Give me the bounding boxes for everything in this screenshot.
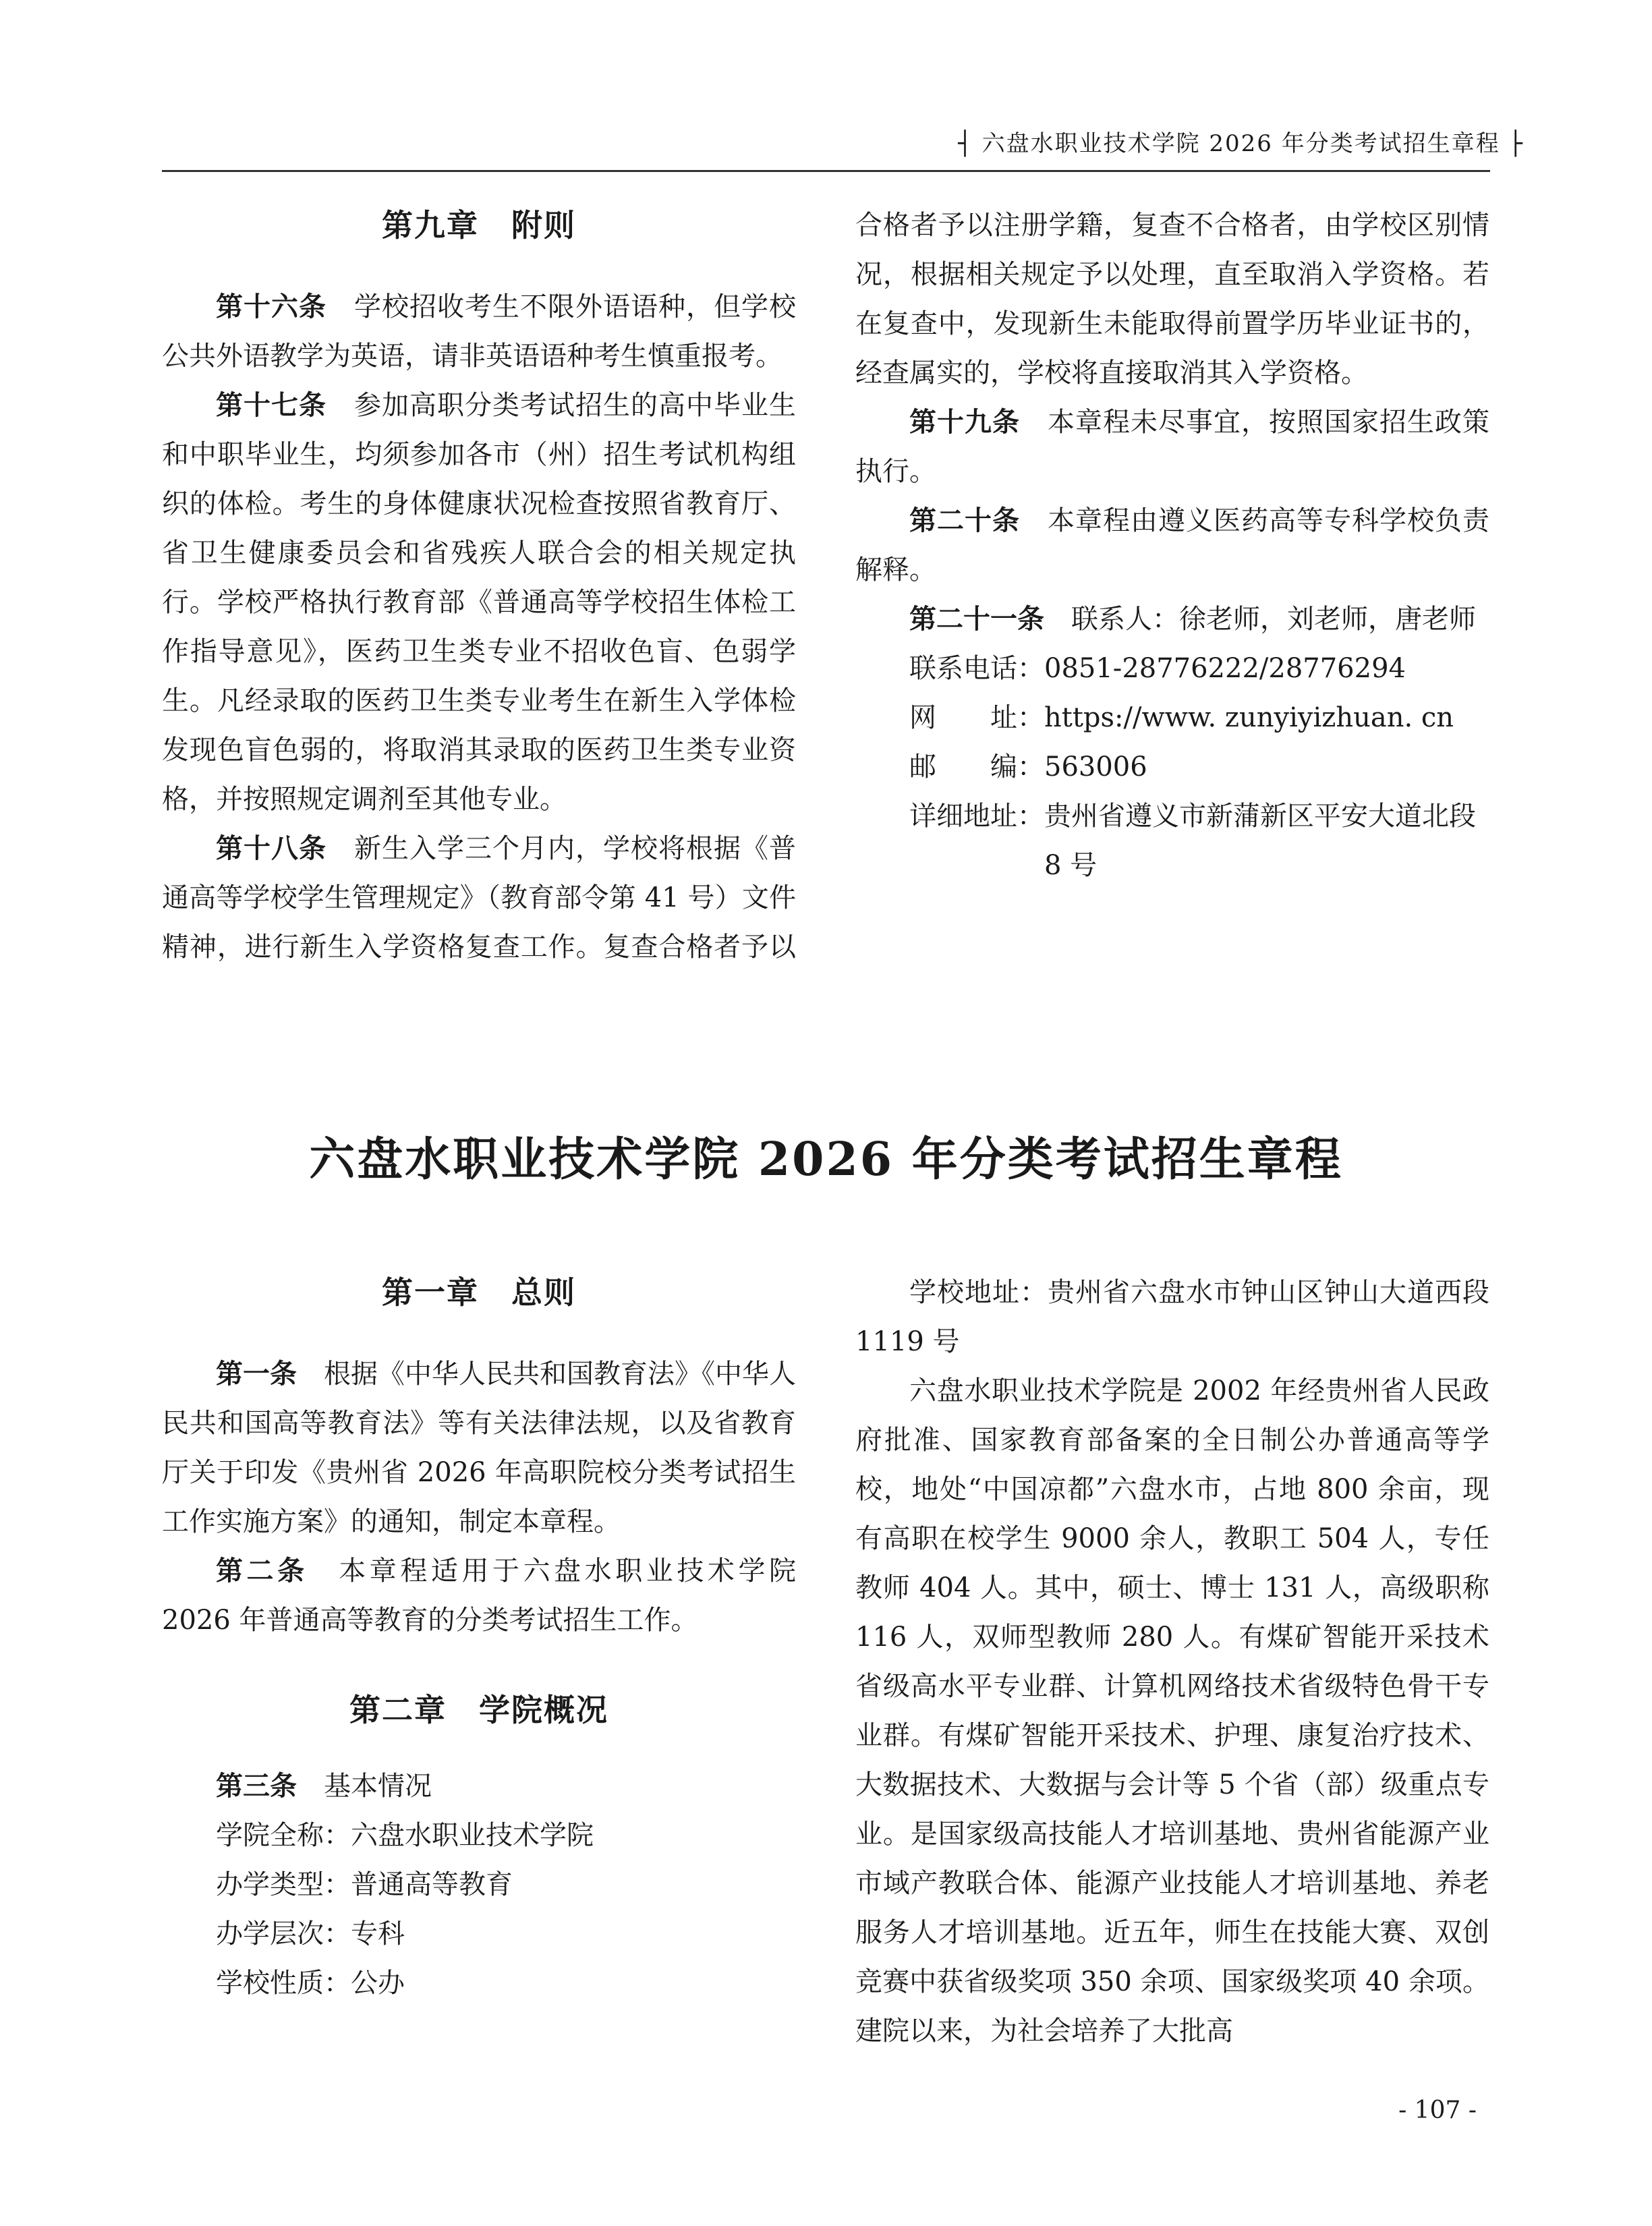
article-label: 第十八条 — [216, 833, 326, 864]
fact-label: 学院全称： — [216, 1820, 351, 1851]
article-2 — [162, 1547, 796, 1645]
bottom-right-column — [855, 1268, 1489, 2056]
fact-value: 专科 — [351, 1918, 405, 1949]
fact-label: 办学类型： — [216, 1869, 351, 1900]
article-17 — [162, 381, 796, 824]
article-text: 本章程未尽事宜，按照国家招生政策执行。 — [855, 407, 1489, 487]
article-text: 学校招收考生不限外语语种，但学校公共外语教学为英语，请非英语语种考生慎重报考。 — [162, 291, 796, 372]
chapter-heading-1: 第一章 总则 — [382, 1274, 576, 1311]
article-text: 基本情况 — [324, 1771, 432, 1802]
header-rule — [162, 170, 1490, 172]
bottom-left-column — [162, 1268, 796, 2008]
contact-phone-value: 0851-28776222/28776294 — [1044, 653, 1406, 684]
article-text: 本章程由遵义医药高等专科学校负责解释。 — [855, 505, 1489, 586]
chapter-heading-9: 第九章 附则 — [382, 207, 576, 244]
article-18 — [162, 824, 796, 972]
article-label: 第一条 — [216, 1359, 297, 1390]
contact-website — [855, 693, 1489, 743]
contact-address-value: 贵州省遵义市新蒲新区平安大道北段 8 号 — [1044, 801, 1476, 881]
fact-label: 学校性质： — [216, 1968, 351, 1999]
contact-zip-label: 邮 编： — [909, 751, 1044, 782]
article-label: 第十七条 — [216, 390, 326, 421]
contact-zip-value: 563006 — [1044, 751, 1147, 782]
contact-website-value: https://www. zunyiyizhuan. cn — [1044, 702, 1454, 733]
article-21 — [855, 595, 1489, 644]
fact-school-nature — [162, 1959, 796, 2008]
article-label: 第十六条 — [216, 291, 326, 322]
article-20 — [855, 496, 1489, 595]
fact-school-level — [162, 1910, 796, 1959]
fact-value: 公办 — [351, 1968, 405, 1999]
contact-address-label: 详细地址： — [909, 801, 1044, 832]
fact-value: 贵州省六盘水市钟山区钟山大道西段 1119 号 — [855, 1277, 1489, 1357]
article-text: 新生入学三个月内，学校将根据《普通高等学校学生管理规定》（教育部令第 41 号）文件精神，进行新生入学资格复查工作。复查合格者予以 — [162, 833, 796, 963]
article-text: 根据《中华人民共和国教育法》《中华人民共和国高等教育法》等有关法律法规，以及省教育厅关于印发《贵州省 2026 年高职院校分类考试招生工作实施方案》的通知，制定本章程。 — [162, 1359, 796, 1537]
article-text: 本章程适用于六盘水职业技术学院 2026 年普通高等教育的分类考试招生工作。 — [162, 1556, 797, 1636]
top-left-column — [162, 201, 796, 972]
fact-label: 办学层次： — [216, 1918, 351, 1949]
article-text: 参加高职分类考试招生的高中毕业生和中职毕业生，均须参加各市（州）招生考试机构组织的体检。考生的身体健康状况检查按照省教育厅、省卫生健康委员会和省残疾人联合会的相关规定执行。学校严格执行教育部《普通高等学校招生体检工作指导意见》，医药卫生类专业不招收色盲、色弱学生。凡经录取的医药卫生类专业考生在新生入学体检发现色盲色弱的，将取消其录取的医药卫生类专业资格，并按照规定调剂至其他专业。 — [162, 390, 796, 815]
college-intro: 六盘水职业技术学院是 2002 年经贵州省人民政府批准、国家教育部备案的全日制公办普通高等学校，地处“中国凉都”六盘水市，占地 800 余亩，现有高职在校学生 9000 余人，教职工 504 人，专任教师 404 人。其中，硕士、博士 131 人，高级职称 116 人，双师型教师 280 人。有煤矿智能开采技术省级高水平专业群、计算机网络技术省级特色骨干专业群。有煤矿智能开采技术、护理、康复治疗技术、大数据技术、大数据与会计等 5 个省（部）级重点专业。是国家级高技能人才培训基地、贵州省能源产业市域产教联合体、能源产业技能人才培训基地、养老服务人才培训基地。近五年，师生在技能大赛、双创竞赛中获省级奖项 350 余项、国家级奖项 40 余项。建院以来，为社会培养了大批高 — [855, 1375, 1489, 2047]
running-header: ┤ 六盘水职业技术学院 2026 年分类考试招生章程 ├ — [958, 130, 1524, 157]
fact-school-type — [162, 1860, 796, 1910]
article-label: 第十九条 — [909, 407, 1020, 438]
top-right-column — [855, 201, 1489, 890]
article-label: 第二条 — [216, 1556, 308, 1587]
contact-address — [855, 792, 1489, 890]
chapter-heading-2: 第二章 学院概况 — [349, 1692, 608, 1728]
article-text: 联系人：徐老师，刘老师，唐老师 — [1071, 604, 1476, 635]
document-title: 六盘水职业技术学院 2026 年分类考试招生章程 — [309, 1133, 1343, 1187]
article-3 — [162, 1762, 796, 1811]
contact-phone-label: 联系电话： — [909, 653, 1044, 684]
article-label: 第二十条 — [909, 505, 1020, 536]
article-1 — [162, 1350, 796, 1547]
contact-website-label: 网 址： — [909, 702, 1044, 733]
article-label: 第三条 — [216, 1771, 297, 1802]
fact-school-address — [855, 1268, 1489, 1367]
article-19 — [855, 398, 1489, 496]
fact-value: 六盘水职业技术学院 — [351, 1820, 594, 1851]
article-18-continued: 合格者予以注册学籍，复查不合格者，由学校区别情况，根据相关规定予以处理，直至取消入学资格。若在复查中，发现新生未能取得前置学历毕业证书的，经查属实的，学校将直接取消其入学资格。 — [855, 210, 1489, 389]
contact-phone — [855, 644, 1489, 693]
fact-label: 学校地址： — [909, 1277, 1048, 1308]
page-number: - 107 - — [1398, 2096, 1477, 2124]
contact-zip — [855, 743, 1489, 792]
fact-full-name — [162, 1811, 796, 1860]
fact-value: 普通高等教育 — [351, 1869, 513, 1900]
article-16 — [162, 283, 796, 381]
article-label: 第二十一条 — [909, 604, 1044, 635]
